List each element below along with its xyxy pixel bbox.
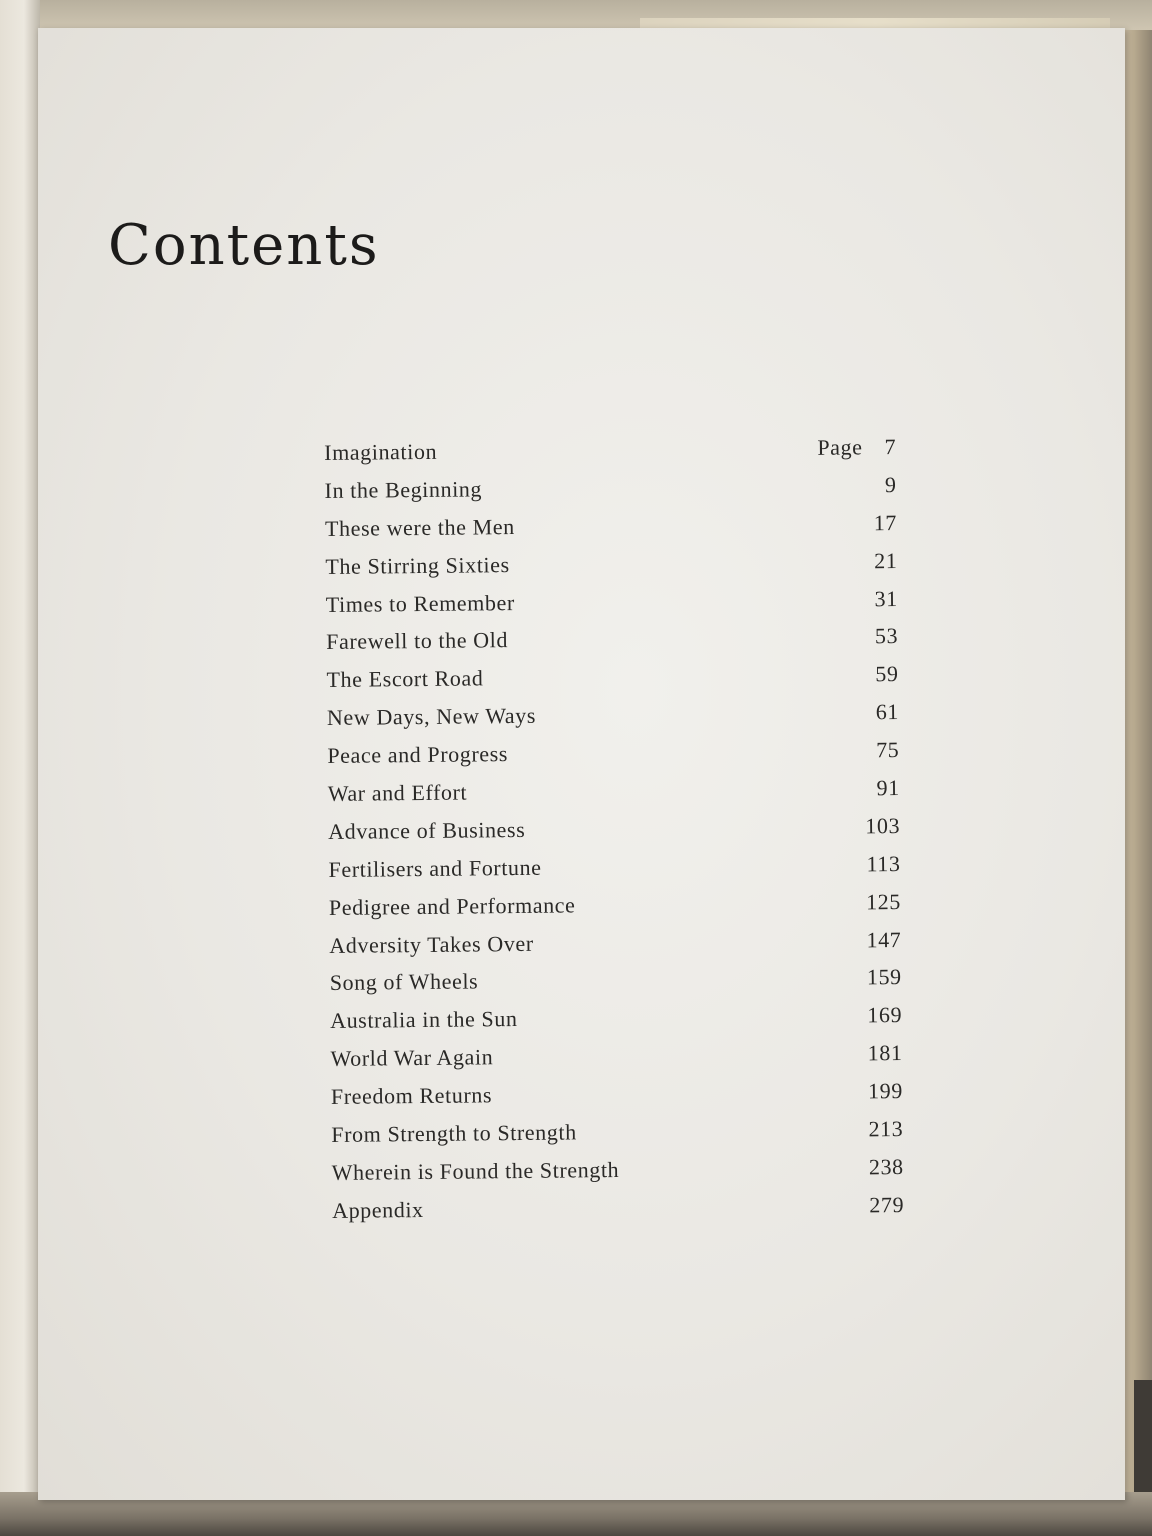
toc-entry-page: 199 xyxy=(867,1078,904,1104)
toc-entry-title: These were the Men xyxy=(324,513,515,541)
toc-entry-page: 59 xyxy=(875,661,899,687)
toc-entry-page: 9 xyxy=(884,471,897,498)
toc-entry-title: Song of Wheels xyxy=(329,968,479,996)
toc-entry-title: Appendix xyxy=(331,1196,424,1223)
toc-entry-page: 17 xyxy=(873,509,898,536)
toc-entry-page: 103 xyxy=(865,812,901,839)
toc-entry xyxy=(331,1110,903,1154)
toc-entry-page: 21 xyxy=(874,547,898,573)
previous-leaf-edge xyxy=(0,0,40,1536)
toc-entry-page: 113 xyxy=(866,850,901,877)
toc-entry-page: 147 xyxy=(866,926,902,952)
toc-entry xyxy=(330,958,902,1002)
toc-entry-title: Fertilisers and Fortune xyxy=(328,854,542,882)
toc-entry-page: 61 xyxy=(875,699,900,725)
toc-entry xyxy=(330,1034,902,1078)
toc-entry-page: 125 xyxy=(865,888,902,915)
toc-entry-title: In the Beginning xyxy=(324,476,483,503)
toc-entry-title: Pedigree and Performance xyxy=(328,892,576,920)
toc-entry xyxy=(327,693,899,737)
toc-entry-title: Peace and Progress xyxy=(327,741,509,769)
toc-entry-title: Farewell to the Old xyxy=(326,627,509,655)
toc-entry xyxy=(328,769,900,813)
toc-entry xyxy=(326,580,898,624)
toc-entry xyxy=(328,807,900,851)
toc-entry xyxy=(326,617,898,661)
toc-entry-page: 279 xyxy=(869,1191,905,1218)
toc-entry-title: Imagination xyxy=(324,438,438,465)
toc-entry xyxy=(326,655,898,699)
toc-entry xyxy=(324,428,896,472)
toc-entry-page: 91 xyxy=(876,775,900,801)
toc-entry-page: 31 xyxy=(874,585,898,611)
book-page xyxy=(38,28,1125,1500)
toc-entry-page: 159 xyxy=(866,964,902,990)
toc-entry-title: The Stirring Sixties xyxy=(325,551,510,579)
page-column-label: Page xyxy=(817,434,863,460)
table-of-contents xyxy=(324,428,904,1230)
toc-entry-title: The Escort Road xyxy=(326,665,484,693)
toc-entry-title: Australia in the Sun xyxy=(330,1006,518,1034)
toc-entry-page: 75 xyxy=(876,737,900,763)
toc-entry xyxy=(331,1072,903,1116)
toc-entry-title: Wherein is Found the Strength xyxy=(331,1156,620,1185)
toc-entry xyxy=(330,996,902,1040)
toc-entry xyxy=(324,466,896,510)
toc-entry xyxy=(332,1186,904,1230)
page-title: Contents xyxy=(108,213,380,278)
toc-entry xyxy=(325,542,897,586)
toc-entry xyxy=(332,1148,904,1192)
toc-entry xyxy=(329,883,901,927)
toc-entry-title: Freedom Returns xyxy=(330,1082,493,1110)
toc-entry-title: Times to Remember xyxy=(325,589,515,617)
toc-entry-page: 169 xyxy=(867,1002,903,1028)
toc-entry xyxy=(328,845,900,889)
toc-entry-page-group xyxy=(817,428,896,467)
toc-entry-title: Advance of Business xyxy=(328,816,526,844)
toc-entry xyxy=(327,731,899,775)
cover-right-edge xyxy=(1122,30,1152,1536)
toc-entry-title: New Days, New Ways xyxy=(326,703,537,731)
toc-entry xyxy=(329,921,901,965)
toc-entry-page: 181 xyxy=(867,1040,903,1066)
toc-entry-page: 213 xyxy=(868,1116,904,1142)
toc-entry-title: From Strength to Strength xyxy=(331,1119,577,1147)
toc-entry-title: World War Again xyxy=(330,1044,494,1072)
toc-entry-page: 7 xyxy=(884,434,897,460)
toc-entry-title: War and Effort xyxy=(327,779,468,806)
toc-entry-page: 238 xyxy=(868,1153,904,1180)
toc-entry-page: 53 xyxy=(874,623,899,649)
toc-entry-title: Adversity Takes Over xyxy=(329,930,534,958)
toc-entry xyxy=(325,504,897,548)
